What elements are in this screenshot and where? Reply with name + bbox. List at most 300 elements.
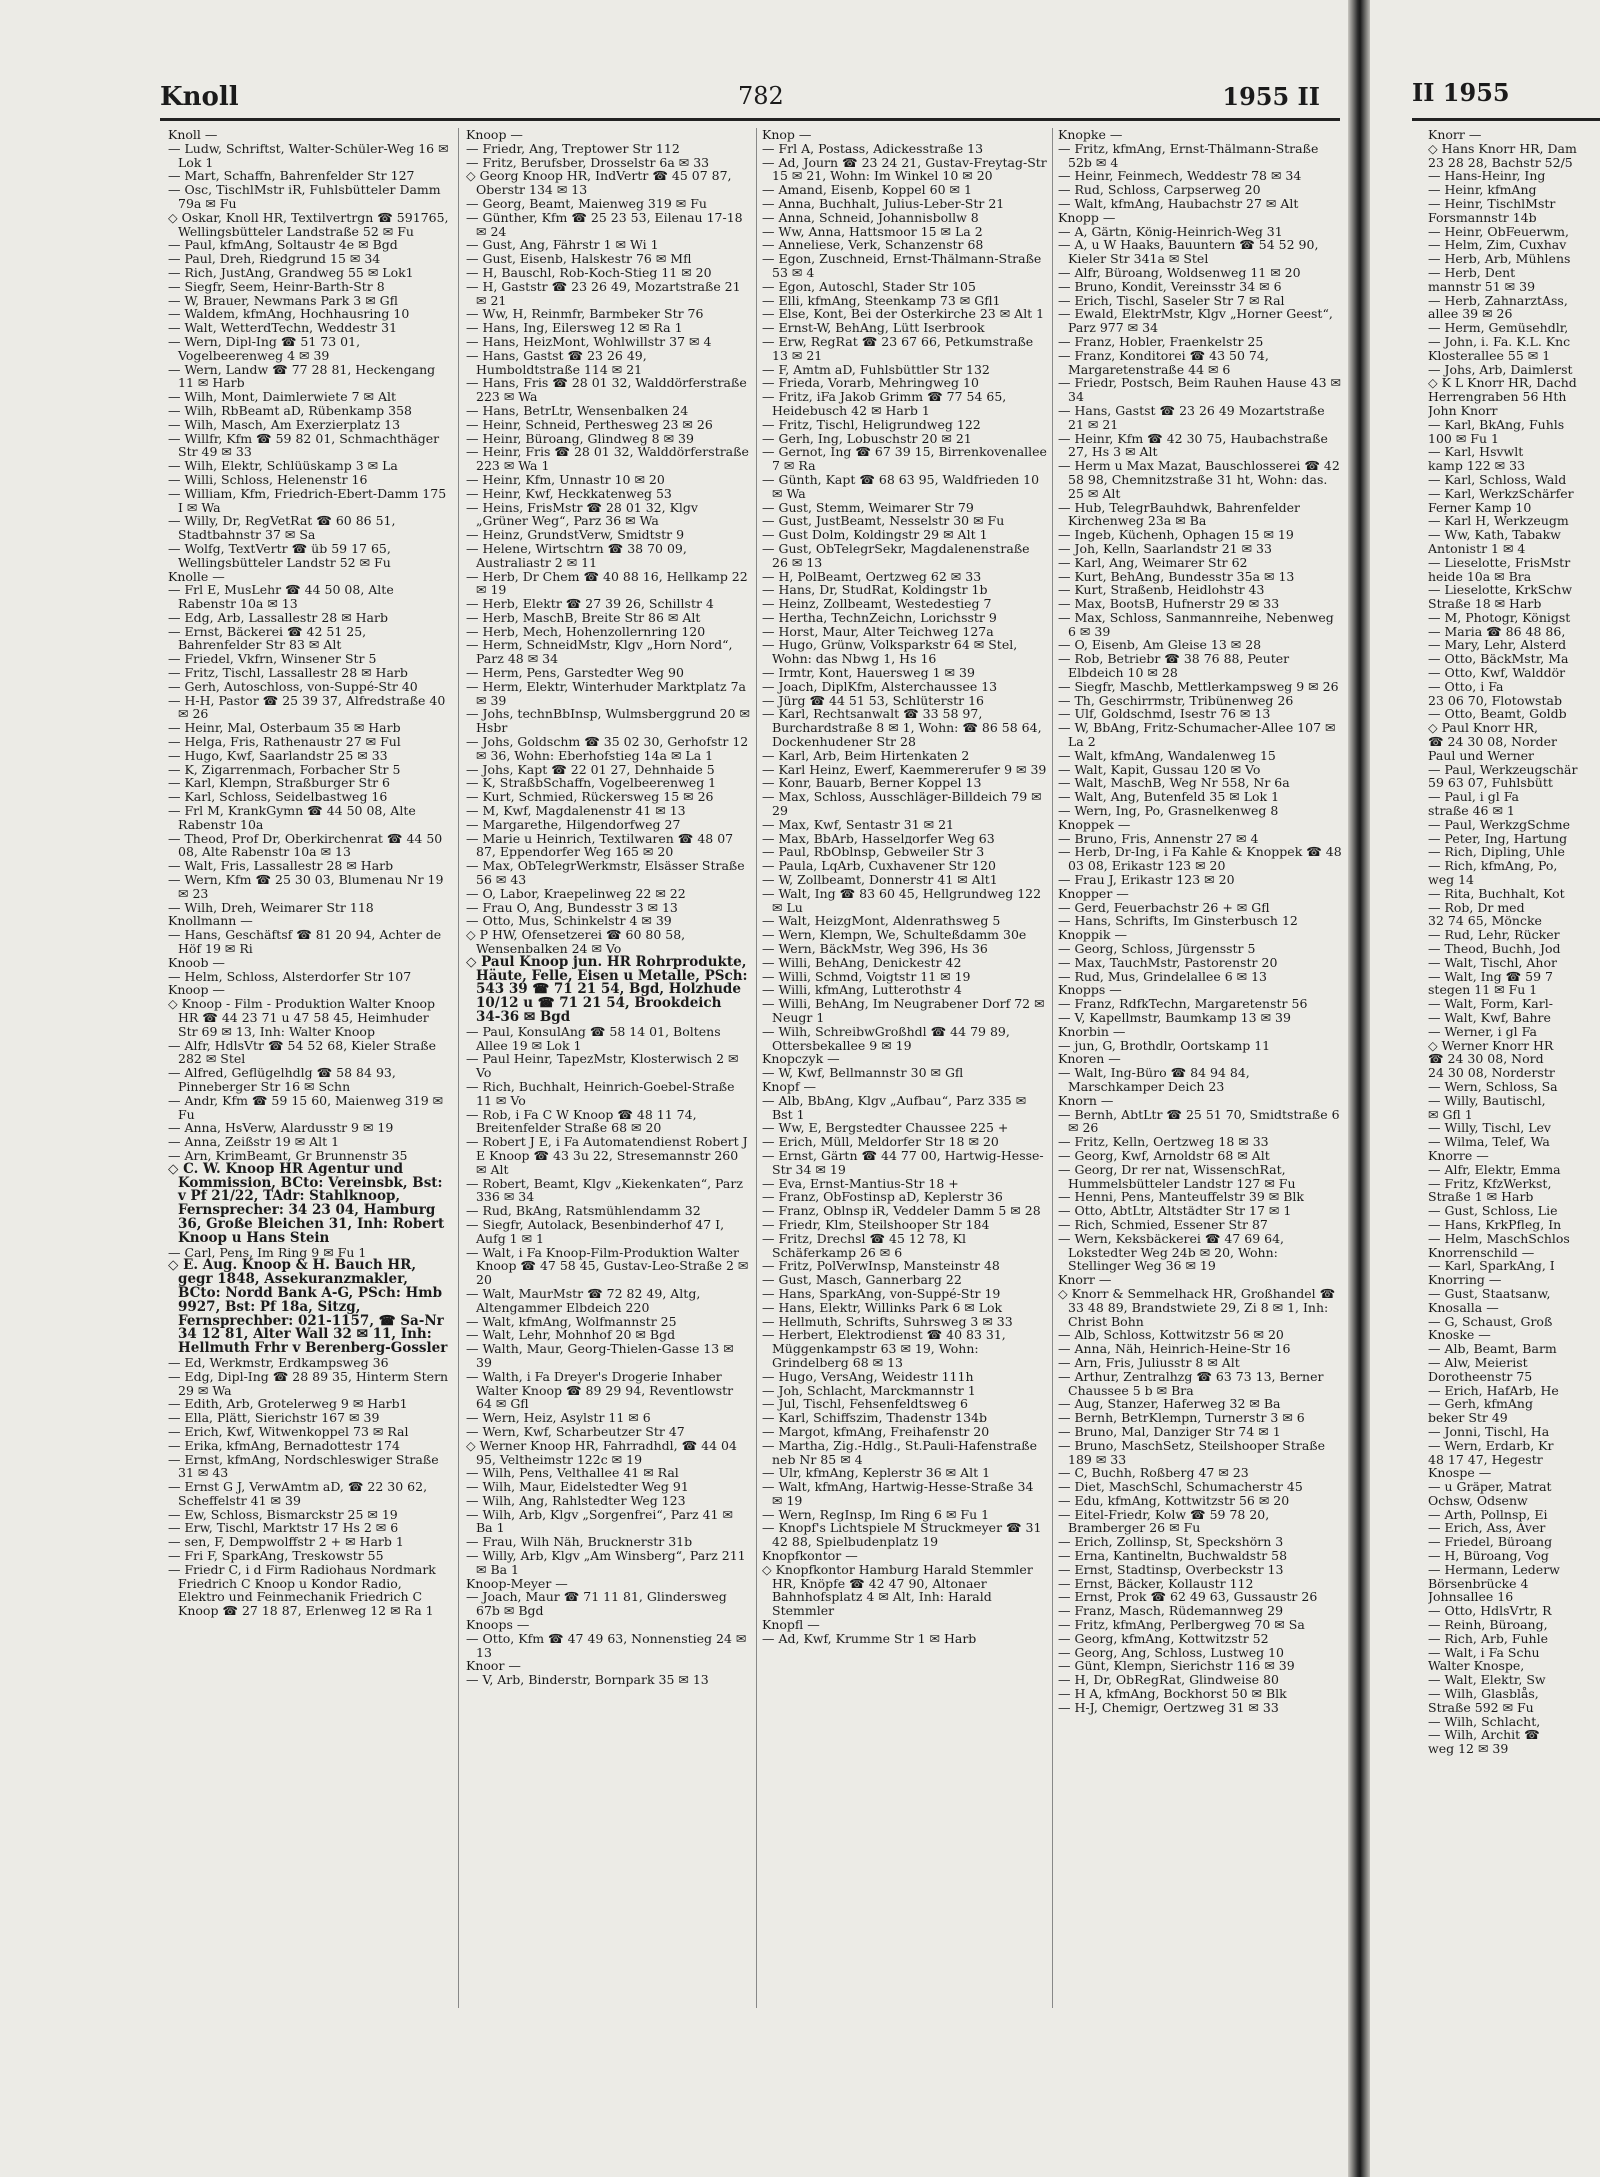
directory-entry: — Max, BbArb, Hasselдorfer Weg 63 [762, 830, 995, 846]
page-header [160, 78, 1340, 121]
directory-entry: — Willfr, Kfm ☎ 59 82 01, Schmachthäger Str 49 ✉ 33 [168, 430, 440, 460]
directory-entry: — Th, Geschirrmstr, Tribünenweg 26 [1058, 692, 1294, 708]
directory-entry: — Alw, Meierist [1428, 1354, 1528, 1370]
directory-entry: — Gust, Staatsanw, [1428, 1285, 1551, 1301]
directory-entry: — Wilma, Telef, Wa [1428, 1134, 1550, 1150]
directory-entry: — Fritz, iFa Jakob Grimm ☎ 77 54 65, Heidebusch 42 ✉ Harb 1 [762, 389, 1007, 418]
directory-entry: — Edg, Arb, Lassallestr 28 ✉ Harb [168, 609, 388, 625]
directory-entry: — Robert, Beamt, Klgv „Kiekenkaten“, Parz 336 ✉ 34 [466, 1175, 743, 1205]
directory-entry: Johnsallee 16 [1428, 1589, 1514, 1605]
directory-entry: Herrengraben 56 Hth [1428, 389, 1567, 405]
directory-entry: — Karl, SparkAng, I [1428, 1258, 1555, 1274]
directory-entry: — Fritz, Tischl, Heligrundweg 122 [762, 416, 981, 432]
directory-entry: — Herm u Max Mazat, Bauschlosserei ☎ 42 58 98, Chemnitzstraße 31 ht, Wohn: das. 25 ✉ Alt [1058, 458, 1340, 501]
directory-entry: — Elli, kfmAng, Steenkamp 73 ✉ Gfl1 [762, 292, 1001, 308]
directory-entry: — Hans, Schrifts, Im Ginsterbusch 12 [1058, 913, 1298, 929]
directory-entry: Ochsw, Odsenw [1428, 1492, 1528, 1508]
directory-entry: — Ewald, ElektrMstr, Klgv „Horner Geest“, Parz 977 ✉ 34 [1058, 306, 1333, 336]
directory-entry: — Hugo, VersAng, Weidestr 111h [762, 1368, 974, 1384]
directory-entry: — Rich, kfmAng, Po, [1428, 858, 1558, 874]
directory-entry: — Carl, Pens, Im Ring 9 ✉ Fu 1 [168, 1244, 367, 1260]
directory-entry: — Rob, Dr med [1428, 899, 1525, 915]
directory-entry: — Wilh, Dreh, Weimarer Str 118 [168, 899, 374, 915]
directory-entry: — Heinz, GrundstVerw, Smidtstr 9 [466, 527, 685, 543]
directory-entry: Straße 18 ✉ Harb [1428, 596, 1542, 612]
directory-entry: Knoppek — [1058, 816, 1131, 832]
directory-entry: — Hellmuth, Schrifts, Suhrsweg 3 ✉ 33 [762, 1313, 1013, 1329]
directory-entry: 24 30 08, Norderstr [1428, 1065, 1555, 1081]
directory-entry: — Walt, kfmAng, Haubachstr 27 ✉ Alt [1058, 195, 1299, 211]
directory-entry: 48 17 47, Hegestr [1428, 1451, 1543, 1467]
directory-entry: — Walt, WetterdTechn, Weddestr 31 [168, 320, 398, 336]
directory-entry: — Hans, SparkAng, von-Suppé-Str 19 [762, 1285, 1001, 1301]
directory-entry: — Georg, Dr rer nat, WissenschRat, Hummelsbütteler Landstr 127 ✉ Fu [1058, 1161, 1296, 1191]
directory-entry: — Willy, Tischl, Lev [1428, 1120, 1551, 1136]
directory-entry: — Walt, MaurMstr ☎ 72 82 49, Altg, Altengammer Elbdeich 220 [466, 1285, 701, 1315]
directory-entry: — Alb, Beamt, Barm [1428, 1341, 1557, 1357]
directory-entry: — Gust Dolm, Koldingstr 29 ✉ Alt 1 [762, 527, 988, 543]
directory-entry: — Wilh, Arb, Klgv „Sorgenfrei“, Parz 41 ✉ Ba 1 [466, 1506, 733, 1536]
directory-entry: — Osc, TischlMstr iR, Fuhlsbütteler Damm 79a ✉ Fu [168, 182, 441, 211]
next-page-header: II 1955 [1412, 78, 1600, 121]
directory-entry: — Fritz, Berufsber, Drosselstr 6a ✉ 33 [466, 154, 710, 170]
directory-entry: — William, Kfm, Friedrich-Ebert-Damm 175 I ✉ Wa [168, 485, 447, 515]
directory-entry: Knoppik — [1058, 927, 1127, 943]
directory-entry: — Edith, Arb, Grotelerweg 9 ✉ Harb1 [168, 1396, 408, 1412]
directory-entry: — G, Schaust, Groß [1428, 1313, 1553, 1329]
directory-entry: — Alb, BbAng, Klgv „Aufbau“, Parz 335 ✉ Bst 1 [762, 1092, 1027, 1122]
directory-entry: — Friedel, Büroang [1428, 1534, 1553, 1550]
directory-entry: Knoob — [168, 954, 225, 970]
directory-entry: Antonistr 1 ✉ 4 [1428, 540, 1526, 556]
directory-entry: — Georg, Schloss, Jürgensstr 5 [1058, 941, 1256, 957]
directory-entry: — Margarethe, Hilgendorfweg 27 [466, 816, 681, 832]
directory-entry: — Walt, Fris, Lassallestr 28 ✉ Harb [168, 858, 394, 874]
directory-entry: — Anna, Zeißstr 19 ✉ Alt 1 [168, 1134, 340, 1150]
directory-entry: — Ww, E, Bergstedter Chaussee 225 + [762, 1120, 1009, 1136]
directory-entry: Knopfl — [762, 1617, 820, 1633]
directory-entry: ◇ Oskar, Knoll HR, Textilvertrgn ☎ 591765, Wellingsbütteler Landstraße 52 ✉ Fu [168, 209, 449, 239]
directory-entry: — Konr, Bauarb, Berner Koppel 13 [762, 775, 982, 791]
directory-entry: — John, i. Fa. K.L. Knc [1428, 333, 1571, 349]
directory-entry: — Wern, BäckMstr, Weg 396, Hs 36 [762, 941, 988, 957]
directory-entry: — Wern, Schloss, Sa [1428, 1078, 1558, 1094]
directory-entry: — Heinr, Mal, Osterbaum 35 ✉ Harb [168, 720, 401, 736]
directory-column-3 [762, 128, 1047, 2008]
directory-entry: — Hub, TelegrBauhdwk, Bahrenfelder Kirchenweg 23a ✉ Ba [1058, 499, 1300, 529]
directory-entry: — Hertha, TechnZeichn, Lorichsstr 9 [762, 609, 997, 625]
directory-entry: — Wern, Dipl-Ing ☎ 51 73 01, Vogelbeerenweg 4 ✉ 39 [168, 333, 361, 363]
directory-entry: — Ernst G J, VerwAmtm aD, ☎ 22 30 62, Scheffelstr 41 ✉ 39 [168, 1479, 428, 1508]
directory-entry: — Max, TauchMstr, Pastorenstr 20 [1058, 954, 1278, 970]
directory-entry: — F, Amtm aD, Fuhlsbüttler Str 132 [762, 361, 990, 377]
directory-entry: — Frau J, Erikastr 123 ✉ 20 [1058, 872, 1235, 888]
directory-entry: — Heinr, Kwf, Heckkatenweg 53 [466, 485, 672, 501]
directory-entry: — Alb, Schloss, Kottwitzstr 56 ✉ 20 [1058, 1327, 1284, 1343]
directory-entry: — Paula, LqArb, Cuxhavener Str 120 [762, 858, 996, 874]
directory-entry: Knorrenschild — [1428, 1244, 1535, 1260]
directory-entry: — Otto, AbtLtr, Altstädter Str 17 ✉ 1 [1058, 1203, 1292, 1219]
directory-entry: — Karl, Ang, Weimarer Str 62 [1058, 554, 1248, 570]
directory-entry: — Helene, Wirtschtrn ☎ 38 70 09, Australiastr 2 ✉ 11 [466, 540, 687, 570]
directory-entry: — Max, Schloss, Sanmannreihe, Nebenweg 6 ✉ 39 [1058, 609, 1334, 639]
directory-entry: — Wilh, Mont, Daimlerwiete 7 ✉ Alt [168, 389, 397, 405]
directory-entry: 32 74 65, Möncke [1428, 913, 1542, 929]
directory-entry: Knorn — [1058, 1092, 1114, 1108]
directory-entry: — H, PolBeamt, Oertzweg 62 ✉ 33 [762, 568, 982, 584]
directory-entry: — Paul, Werkzeugschär [1428, 761, 1578, 777]
directory-entry: — Gerh, kfmAng [1428, 1396, 1533, 1412]
directory-entry: — Hans, Gastst ☎ 23 26 49, Humboldtstraße 114 ✉ 21 [466, 347, 647, 377]
directory-entry: — Kurt, Straßenb, Heidlohstr 43 [1058, 582, 1265, 598]
directory-entry: — Kurt, Schmied, Rückersweg 15 ✉ 26 [466, 789, 714, 805]
directory-entry: — Ella, Plätt, Sierichstr 167 ✉ 39 [168, 1410, 380, 1426]
directory-entry: — Willi, Schmd, Voigtstr 11 ✉ 19 [762, 968, 971, 984]
directory-entry: — Wilh, Glasblås, [1428, 1686, 1539, 1702]
directory-entry: — Herb, Mech, Hohenzollernring 120 [466, 623, 706, 639]
directory-entry: — Jonni, Tischl, Ha [1428, 1423, 1550, 1439]
directory-entry: — Joach, DiplKfm, Alsterchaussee 13 [762, 678, 998, 694]
directory-entry: — Herm, Elektr, Winterhuder Marktplatz 7a ✉ 39 [466, 678, 746, 708]
directory-entry: — H, Dr, ObRegRat, Glindweise 80 [1058, 1672, 1279, 1688]
directory-entry: stegen 11 ✉ Fu 1 [1428, 982, 1538, 998]
directory-entry: Knoll — [168, 128, 218, 142]
directory-entry: — Gust, Stemm, Weimarer Str 79 [762, 499, 974, 515]
directory-entry: — Erich, Müll, Meldorfer Str 18 ✉ 20 [762, 1134, 999, 1150]
directory-entry: — Hugo, Grünw, Volksparkstr 64 ✉ Stel, Wohn: das Nbwg 1, Hs 16 [762, 637, 1018, 667]
directory-entry: — Wern, Keksbäckerei ☎ 47 69 64, Lokstedter Weg 24b ✉ 20, Wohn: Stellinger Weg 36 ✉ 19 [1058, 1230, 1285, 1274]
directory-entry: ◇ Hans Knorr HR, Dam [1428, 140, 1577, 156]
directory-entry: — W, Zollbeamt, Donnerstr 41 ✉ Alt1 [762, 872, 998, 888]
directory-entry: — Rich, Dipling, Uhle [1428, 844, 1565, 860]
directory-entry: — Arn, Fris, Juliusstr 8 ✉ Alt [1058, 1354, 1240, 1370]
directory-entry: — Ernst, Stadtinsp, Overbeckstr 13 [1058, 1561, 1284, 1577]
directory-entry: Knoren — [1058, 1051, 1121, 1067]
directory-entry: Forsmannstr 14b [1428, 209, 1537, 225]
directory-entry: — Erich, HafArb, He [1428, 1382, 1559, 1398]
directory-entry: ◇ Werner Knorr HR [1428, 1037, 1554, 1053]
directory-entry: — Joh, Schlacht, Marckmannstr 1 [762, 1382, 976, 1398]
directory-entry: mannstr 51 ✉ 39 [1428, 278, 1536, 294]
directory-entry: — Heinr, ObFeuerwm, [1428, 223, 1569, 239]
directory-entry: Knoop — [466, 128, 523, 142]
directory-entry: — Fritz, Drechsl ☎ 45 12 78, Kl Schäferkamp 26 ✉ 6 [762, 1230, 966, 1260]
directory-entry: — Heinr, Feinmech, Weddestr 78 ✉ 34 [1058, 168, 1302, 184]
directory-entry: ✉ Gfl 1 [1428, 1106, 1473, 1122]
directory-entry: — Ludw, Schriftst, Walter-Schüler-Weg 16 ✉ Lok 1 [168, 140, 449, 170]
directory-entry: — Werner, i gl Fa [1428, 1023, 1537, 1039]
directory-entry: — Walt, Elektr, Sw [1428, 1672, 1546, 1688]
directory-entry: — Willi, BehAng, Denickestr 42 [762, 954, 962, 970]
directory-entry: — Wern, Landw ☎ 77 28 81, Heckengang 11 ✉ Harb [168, 361, 436, 391]
directory-entry: — H, Gaststr ☎ 23 26 49, Mozartstraße 21 ✉ 21 [466, 278, 741, 308]
directory-entry: — Franz, ObFostinsp aD, Keplerstr 36 [762, 1189, 1003, 1205]
directory-entry: — Lieselotte, KrkSchw [1428, 582, 1573, 598]
directory-entry: ◇ E. Aug. Knoop & H. Bauch HR, gegr 1848, Assekuranzmakler, BCto: Nordd Bank A-G, PSch: Hmb 9927, Bst: Pf 18a, Sitzg, Fernsprechber: 021-1157, ☎ Sa-Nr 34 12 81, Alter Wall 32 ✉ 11, Inh: Hellmuth Frhr v Berenberg-Gossler [168, 1257, 448, 1357]
directory-entry: — Helm, Schloss, Alsterdorfer Str 107 [168, 968, 412, 984]
directory-entry: heide 10a ✉ Bra [1428, 568, 1532, 584]
directory-entry: — Walt, Ing-Büro ☎ 84 94 84, Marschkamper Deich 23 [1058, 1065, 1250, 1094]
directory-entry: — Herb, Elektr ☎ 27 39 26, Schillstr 4 [466, 596, 714, 612]
directory-entry: — Franz, Masch, Rüdemannweg 29 [1058, 1603, 1284, 1619]
directory-entry: — Walt, Ing ☎ 83 60 45, Hellgrundweg 122 ✉ Lu [762, 885, 1042, 915]
directory-entry: — Heinr, Büroang, Glindweg 8 ✉ 39 [466, 430, 694, 446]
directory-entry: — Bruno, Fris, Annenstr 27 ✉ 4 [1058, 830, 1259, 846]
directory-entry: kamp 122 ✉ 33 [1428, 458, 1526, 474]
directory-entry: — Frau O, Ang, Bundesstr 3 ✉ 13 [466, 899, 678, 915]
directory-entry: — Bruno, Kondit, Vereinsstr 34 ✉ 6 [1058, 278, 1282, 294]
directory-entry: — W, BbAng, Fritz-Schumacher-Allee 107 ✉ La 2 [1058, 720, 1336, 750]
directory-column-next-page [1428, 128, 1600, 2008]
directory-entry: — Alfr, Büroang, Woldsenweg 11 ✉ 20 [1058, 264, 1301, 280]
directory-entry: — Wern, Heiz, Asylstr 11 ✉ 6 [466, 1410, 651, 1426]
directory-entry: — Marie u Heinrich, Textilwaren ☎ 48 07 87, Eppendorfer Weg 165 ✉ 20 [466, 830, 734, 860]
directory-entry: — Theod, Buchh, Jod [1428, 941, 1561, 957]
directory-entry: — H A, kfmAng, Bockhorst 50 ✉ Blk [1058, 1686, 1287, 1702]
running-head-name: Knoll [160, 82, 239, 112]
directory-entry: — W, Brauer, Newmans Park 3 ✉ Gfl [168, 292, 398, 308]
directory-entry: — Siegfr, Autolack, Besenbinderhof 47 I, Aufg 1 ✉ 1 [466, 1216, 725, 1246]
directory-entry: — Willi, BehAng, Im Neugrabener Dorf 72 ✉ Neugr 1 [762, 996, 1045, 1025]
directory-entry: — Fritz, kfmAng, Ernst-Thälmann-Straße 52b ✉ 4 [1058, 140, 1319, 170]
directory-entry: — Erich, Kwf, Witwenkoppel 73 ✉ Ral [168, 1423, 409, 1439]
directory-entry: — Max, ObTelegrWerkmstr, Elsässer Straße 56 ✉ 43 [466, 858, 745, 888]
directory-entry: — H-H, Pastor ☎ 25 39 37, Alfredstraße 40 ✉ 26 [168, 692, 446, 722]
directory-entry: — Bruno, Mal, Danziger Str 74 ✉ 1 [1058, 1423, 1281, 1439]
directory-entry: ☎ 24 30 08, Nord [1428, 1051, 1544, 1067]
directory-entry: — Heinr, Fris ☎ 28 01 32, Walddörferstraße 223 ✉ Wa 1 [466, 444, 749, 474]
directory-entry: Knolle — [168, 568, 225, 584]
directory-entry: — Walt, kfmAng, Wolfmannstr 25 [466, 1313, 677, 1329]
directory-entry: Klosterallee 55 ✉ 1 [1428, 347, 1551, 363]
directory-entry: — Hans, KrkPfleg, In [1428, 1216, 1562, 1232]
directory-entry: Börsenbrücke 4 [1428, 1575, 1529, 1591]
directory-entry: — Arth, Pollnsp, Ei [1428, 1506, 1548, 1522]
directory-entry: — V, Kapellmstr, Baumkamp 13 ✉ 39 [1058, 1010, 1291, 1025]
directory-entry: — Franz, Hobler, Fraenkelstr 25 [1058, 333, 1264, 349]
directory-entry: — Paul, WerkzgSchme [1428, 816, 1570, 832]
directory-entry: — Ulr, kfmAng, Keplerstr 36 ✉ Alt 1 [762, 1465, 991, 1481]
directory-entry: Knoske — [1428, 1327, 1491, 1343]
directory-entry: — Gust, Eisenb, Halskestr 76 ✉ Mfl [466, 251, 692, 267]
directory-entry: — Wern, RegInsp, Im Ring 6 ✉ Fu 1 [762, 1506, 990, 1522]
directory-entry: — Rud, Mus, Grindelallee 6 ✉ 13 [1058, 968, 1267, 984]
directory-entry: — Georg, kfmAng, Kottwitzstr 52 [1058, 1630, 1269, 1646]
directory-entry: — Peter, Ing, Hartung [1428, 830, 1568, 846]
directory-entry: — Erich, Tischl, Saseler Str 7 ✉ Ral [1058, 292, 1285, 308]
directory-entry: — Gust, Masch, Gannerbarg 22 [762, 1272, 962, 1288]
directory-entry: — Ed, Werkmstr, Erdkampsweg 36 [168, 1354, 389, 1370]
directory-entry: — Johs, Kapt ☎ 22 01 27, Dehnhaide 5 [466, 761, 715, 777]
directory-entry: Knorr — [1428, 128, 1482, 142]
directory-entry: Knoor — [466, 1658, 521, 1674]
directory-entry: — Rud, BkAng, Ratsmühlendamm 32 [466, 1203, 701, 1219]
directory-entry: — M, Photogr, Königst [1428, 609, 1571, 625]
directory-entry: — Wilh, Maur, Eidelstedter Weg 91 [466, 1479, 689, 1495]
directory-entry: — Georg, Kwf, Arnoldstr 68 ✉ Alt [1058, 1147, 1270, 1163]
directory-entry: — Karl, Hsvwlt [1428, 444, 1524, 460]
directory-entry: — Willy, Bautischl, [1428, 1092, 1546, 1108]
directory-entry: — Otto, Kfm ☎ 47 49 63, Nonnenstieg 24 ✉ 13 [466, 1630, 747, 1660]
directory-entry: — Anna, Schneid, Johannisbollw 8 [762, 209, 979, 225]
directory-entry: allee 39 ✉ 26 [1428, 306, 1513, 322]
directory-entry: — Helm, Zim, Cuxhav [1428, 237, 1567, 253]
directory-entry: — Paul, RbOblnsp, Gebweiler Str 3 [762, 844, 985, 860]
directory-entry: — Bruno, MaschSetz, Steilshooper Straße 189 ✉ 33 [1058, 1437, 1326, 1467]
directory-entry: — Ad, Kwf, Krumme Str 1 ✉ Harb [762, 1630, 977, 1646]
directory-entry: — O, Eisenb, Am Gleise 13 ✉ 28 [1058, 637, 1262, 653]
directory-entry: — Ernst, Bäcker, Kollaustr 112 [1058, 1575, 1254, 1591]
directory-entry: — Ernst, Gärtn ☎ 44 77 00, Hartwig-Hesse-Str 34 ✉ 19 [762, 1147, 1044, 1177]
directory-entry: — A, u W Haaks, Bauuntern ☎ 54 52 90, Kieler Str 341a ✉ Stel [1058, 237, 1319, 267]
directory-entry: — Rud, Lehr, Rücker [1428, 927, 1560, 943]
directory-entry: — Ernst, kfmAng, Nordschleswiger Straße 31 ✉ 43 [168, 1451, 439, 1481]
directory-entry: — Walt, HeizgMont, Aldenrathsweg 5 [762, 913, 1001, 929]
directory-entry: 100 ✉ Fu 1 [1428, 430, 1499, 446]
directory-entry: — Rich, Arb, Fuhle [1428, 1630, 1549, 1646]
directory-entry: — Irmtr, Kont, Hauersweg 1 ✉ 39 [762, 665, 975, 681]
directory-entry: ☎ 24 30 08, Norder [1428, 734, 1557, 750]
directory-entry: — Ernst-W, BehAng, Lütt Iserbrook [762, 320, 985, 336]
directory-entry: — sen, F, Dempwolffstr 2 + ✉ Harb 1 [168, 1534, 404, 1550]
directory-entry: — Erika, kfmAng, Bernadottestr 174 [168, 1437, 400, 1453]
directory-entry: — Gust, Ang, Fährstr 1 ✉ Wi 1 [466, 237, 659, 253]
directory-entry: — Otto, Mus, Schinkelstr 4 ✉ 39 [466, 913, 672, 929]
directory-entry: Knoop-Meyer — [466, 1575, 568, 1591]
directory-entry: — Günth, Kapt ☎ 68 63 95, Waldfrieden 10 ✉ Wa [762, 471, 1040, 501]
directory-entry: — Johs, technBbInsp, Wulmsberggrund 20 ✉ Hsbr [466, 706, 750, 736]
directory-entry: — Gerh, Autoschloss, von-Suppé-Str 40 [168, 678, 418, 694]
directory-entry: Straße 592 ✉ Fu [1428, 1699, 1534, 1715]
directory-entry: — Walth, Maur, Georg-Thielen-Gasse 13 ✉ 39 [466, 1341, 734, 1370]
directory-entry: ◇ Paul Knorr HR, [1428, 720, 1539, 736]
directory-entry: ◇ Knoop - Film - Produktion Walter Knoop HR ☎ 44 23 71 u 47 58 45, Heimhuder Str 69 ✉ 13, Inh: Walter Knoop [168, 996, 436, 1039]
directory-entry: — Karl, Rechtsanwalt ☎ 33 58 97, Burchardstraße 8 ✉ 1, Wohn: ☎ 86 58 64, Dockenhudener Str 28 [762, 706, 1042, 750]
directory-entry: ◇ P HW, Ofensetzerei ☎ 60 80 58, Wensenbalken 24 ✉ Vo [466, 927, 686, 957]
directory-entry: — Helga, Fris, Rathenaustr 27 ✉ Ful [168, 734, 401, 750]
directory-entry: — Siegfr, Maschb, Mettlerkampsweg 9 ✉ 26 [1058, 678, 1339, 694]
directory-entry: — Willi, Schloss, Helenenstr 16 [168, 471, 368, 487]
directory-entry: — Maria ☎ 86 48 86, [1428, 623, 1566, 639]
directory-entry: — Herb, MaschB, Breite Str 86 ✉ Alt [466, 609, 701, 625]
directory-entry: — Paul, kfmAng, Soltaustr 4e ✉ Bgd [168, 237, 398, 253]
directory-entry: — Gust, Schloss, Lie [1428, 1203, 1558, 1219]
directory-entry: — Karl, Schiffszim, Thadenstr 134b [762, 1410, 988, 1426]
directory-entry: — Walt, Tischl, Ahor [1428, 954, 1557, 970]
directory-entry: — Ww, Kath, Tabakw [1428, 527, 1561, 543]
directory-entry: — Frau, Wilh Näh, Brucknerstr 31b [466, 1534, 693, 1550]
directory-entry: — u Gräper, Matrat [1428, 1479, 1552, 1495]
directory-entry: — Otto, HdlsVrtr, R [1428, 1603, 1552, 1619]
directory-entry: Knorre — [1428, 1147, 1489, 1163]
directory-column-4 [1058, 128, 1343, 2008]
directory-entry: — Robert J E, i Fa Automatendienst Robert J E Knoop ☎ 43 3u 22, Stresemannstr 260 ✉ Alt [466, 1134, 748, 1177]
directory-entry: — H, Bauschl, Rob-Koch-Stieg 11 ✉ 20 [466, 264, 712, 280]
directory-entry: — Anneliese, Verk, Schanzenstr 68 [762, 237, 984, 253]
directory-entry: — Hans, Dr, StudRat, Koldingstr 1b [762, 582, 988, 598]
directory-entry: — Mary, Lehr, Alsterd [1428, 637, 1567, 653]
directory-entry: — Aug, Stanzer, Haferweg 32 ✉ Ba [1058, 1396, 1281, 1412]
directory-entry: — Friedel, Vkfrn, Winsener Str 5 [168, 651, 377, 667]
directory-entry: — M, Kwf, Magdalenenstr 41 ✉ 13 [466, 803, 686, 819]
directory-entry: — Rud, Schloss, Carpserweg 20 [1058, 182, 1261, 198]
directory-entry: — Johs, Goldschm ☎ 35 02 30, Gerhofstr 12 ✉ 36, Wohn: Eberhofstieg 14a ✉ La 1 [466, 734, 749, 763]
column-rule [458, 128, 459, 2008]
directory-entry: ◇ K L Knorr HR, Dachd [1428, 375, 1577, 391]
directory-entry: — Rob, i Fa C W Knoop ☎ 48 11 74, Breitenfelder Straße 68 ✉ 20 [466, 1106, 697, 1136]
directory-entry: — Herb, Dr Chem ☎ 40 88 16, Hellkamp 22 ✉ 19 [466, 568, 748, 598]
directory-entry: — Gerh, Ing, Lobuschstr 20 ✉ 21 [762, 430, 972, 446]
directory-entry: Knoop — [168, 982, 225, 998]
directory-entry: — A, Gärtn, König-Heinrich-Weg 31 [1058, 223, 1283, 239]
directory-entry: — Gust, ObTelegrSekr, Magdalenenstraße 26 ✉ 13 [762, 540, 1030, 570]
directory-entry: — Hugo, Kwf, Saarlandstr 25 ✉ 33 [168, 747, 388, 763]
directory-entry: ◇ Knorr & Semmelhack HR, Großhandel ☎ 33 48 89, Brandstwiete 29, Zi 8 ✉ 1, Inh: Christ Bohn [1058, 1285, 1336, 1329]
directory-entry: — Fri F, SparkAng, Treskowstr 55 [168, 1548, 384, 1564]
directory-entry: Dorotheenstr 75 [1428, 1368, 1533, 1384]
directory-entry: — Jul, Tischl, Fehsenfeldtsweg 6 [762, 1396, 969, 1412]
directory-entry: — Hans, Ing, Eilersweg 12 ✉ Ra 1 [466, 320, 683, 336]
directory-entry: — Walt, Lehr, Mohnhof 20 ✉ Bgd [466, 1327, 676, 1343]
directory-entry: — Wern, Kfm ☎ 25 30 03, Blumenau Nr 19 ✉ 23 [168, 872, 444, 901]
directory-entry: — Karl, WerkzSchärfer [1428, 485, 1574, 501]
directory-entry: Knopper — [1058, 885, 1129, 901]
directory-entry: ◇ Werner Knoop HR, Fahrradhdl, ☎ 44 04 95, Veltheimstr 122c ✉ 19 [466, 1437, 737, 1467]
directory-entry: — Gust, JustBeamt, Nesselstr 30 ✉ Fu [762, 513, 1005, 529]
directory-entry: — Ad, Journ ☎ 23 24 21, Gustav-Freytag-Str 15 ✉ 21, Wohn: Im Winkel 10 ✉ 20 [762, 154, 1047, 184]
directory-entry: — O, Labor, Kraepelinweg 22 ✉ 22 [466, 885, 686, 901]
directory-entry: — Max, Kwf, Sentastr 31 ✉ 21 [762, 816, 954, 832]
directory-entry: — Fritz, PolVerwInsp, Mansteinstr 48 [762, 1258, 1000, 1274]
directory-entry: — Frl E, MusLehr ☎ 44 50 08, Alte Rabenstr 10a ✉ 13 [168, 582, 394, 612]
directory-entry: — Frl A, Postass, Adickesstraße 13 [762, 140, 984, 156]
directory-entry: — Arn, KrimBeamt, Gr Brunnenstr 35 [168, 1147, 408, 1163]
directory-entry: — Rob, Betriebr ☎ 38 76 88, Peuter Elbdeich 10 ✉ 28 [1058, 651, 1290, 681]
running-head-year: 1955 II [1222, 82, 1320, 111]
directory-entry: — Paul, KonsulAng ☎ 58 14 01, Boltens Allee 19 ✉ Lok 1 [466, 1023, 721, 1053]
directory-entry: — Wern, Klempn, We, Schulteßdamm 30e [762, 927, 1027, 943]
directory-entry: — Wolfg, TextVertr ☎ üb 59 17 65, Wellingsbütteler Landstr 52 ✉ Fu [168, 540, 391, 570]
directory-entry: — Kurt, BehAng, Bundesstr 35a ✉ 13 [1058, 568, 1295, 584]
directory-entry: — Wern, Erdarb, Kr [1428, 1437, 1554, 1453]
directory-entry: — Johs, Arb, Daimlerst [1428, 361, 1573, 377]
directory-entry: — Rich, JustAng, Grandweg 55 ✉ Lok1 [168, 264, 414, 280]
directory-entry: — Ulf, Goldschmd, Isestr 76 ✉ 13 [1058, 706, 1271, 722]
directory-entry: — Wilh, Elektr, Schlüüskamp 3 ✉ La [168, 458, 398, 474]
directory-entry: — Walt, Kapit, Gussau 120 ✉ Vo [1058, 761, 1261, 777]
directory-entry: — Helm, MaschSchlos [1428, 1230, 1570, 1246]
directory-entry: — Karl H, Werkzeugm [1428, 513, 1569, 529]
directory-entry: — Andr, Kfm ☎ 59 15 60, Maienweg 319 ✉ Fu [168, 1092, 444, 1122]
directory-entry: — Walt, Ang, Butenfeld 35 ✉ Lok 1 [1058, 789, 1280, 805]
directory-entry: — Herm, SchneidMstr, Klgv „Horn Nord“, Parz 48 ✉ 34 [466, 637, 733, 667]
directory-entry: weg 14 [1428, 872, 1474, 888]
directory-entry: Knorr — [1058, 1272, 1112, 1288]
directory-entry: — Theod, Prof Dr, Oberkirchenrat ☎ 44 50 08, Alte Rabenstr 10a ✉ 13 [168, 830, 443, 860]
directory-entry: — Hans, HeizMont, Wohlwillstr 37 ✉ 4 [466, 333, 712, 349]
directory-entry: — Franz, Oblnsp iR, Veddeler Damm 5 ✉ 28 [762, 1203, 1041, 1219]
directory-entry: — Walt, i Fa Knoop-Film-Produktion Walter Knoop ☎ 47 58 45, Gustav-Leo-Straße 2 ✉ 20 [466, 1244, 749, 1288]
directory-entry: — Heinz, Zollbeamt, Westedestieg 7 [762, 596, 992, 612]
directory-entry: — Gerd, Feuerbachstr 26 + ✉ Gfl [1058, 899, 1270, 915]
directory-entry: — Walt, Ing ☎ 59 7 [1428, 968, 1553, 984]
directory-entry: — Hermann, Lederw [1428, 1561, 1560, 1577]
directory-entry: — Alfred, Geflügelhdlg ☎ 58 84 93, Pinneberger Str 16 ✉ Schn [168, 1065, 396, 1094]
directory-entry: weg 12 ✉ 39 [1428, 1741, 1509, 1757]
directory-entry: — Friedr, Ang, Treptower Str 112 [466, 140, 680, 156]
directory-entry: — Frl M, KrankGymn ☎ 44 50 08, Alte Rabenstr 10a [168, 803, 416, 832]
directory-entry: ◇ Georg Knoop HR, IndVertr ☎ 45 07 87, Oberstr 134 ✉ 13 [466, 168, 732, 198]
